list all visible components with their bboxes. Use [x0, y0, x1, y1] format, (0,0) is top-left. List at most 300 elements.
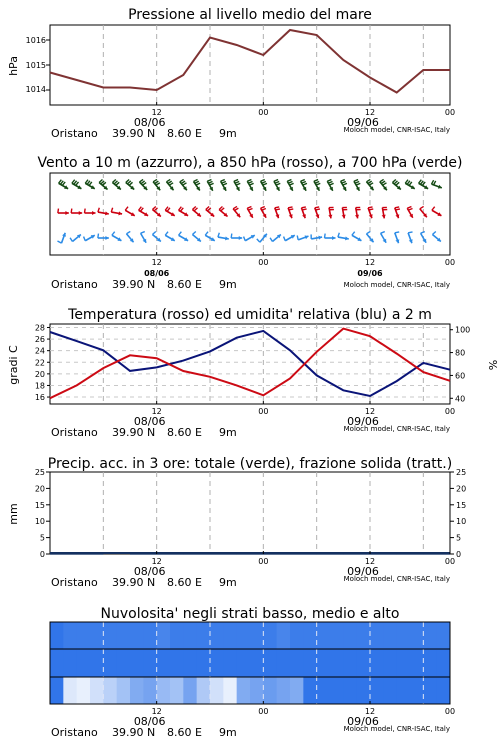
ytick-label: 22 [34, 358, 45, 368]
wind-head [239, 236, 242, 240]
wind-barb [165, 232, 175, 241]
xtick-label: 00 [444, 258, 456, 267]
wind-barb [85, 180, 95, 189]
wind-feather [248, 181, 252, 183]
wind-footer [51, 278, 450, 291]
wind-barb [141, 232, 147, 243]
wind-feather [396, 209, 400, 210]
station-field: Oristano [51, 127, 98, 140]
wind-feather [302, 181, 306, 183]
cloud-cell [157, 622, 171, 649]
wind-barb [231, 234, 242, 241]
cloud-cell [343, 677, 357, 704]
wind-feather [112, 232, 115, 236]
cloud-cell [423, 677, 437, 704]
wind-barb [366, 179, 373, 190]
ytick-label-right: 5 [456, 533, 462, 543]
wind-feather [111, 208, 112, 212]
wind-feather [421, 232, 425, 234]
date-label: 08/06 [144, 269, 170, 278]
wind-feather [302, 209, 306, 210]
wind-feather [98, 234, 99, 238]
cloud-cell [63, 649, 77, 677]
wind-barb [395, 207, 400, 218]
wind-feather [408, 232, 412, 233]
cloud-cell [90, 677, 104, 704]
cloud-cell [170, 622, 184, 649]
cloud-cell [303, 622, 317, 649]
cloud-cell [250, 649, 264, 677]
xtick-label: 00 [258, 108, 269, 117]
wind-head [332, 236, 335, 240]
wind-feather [70, 238, 72, 242]
precipitation-ylabel: mm [7, 503, 20, 525]
cloud-cell [210, 622, 224, 649]
cloud-panel [50, 606, 455, 739]
xtick-label: 12 [364, 407, 376, 416]
cloud-cell [357, 622, 371, 649]
temperature-panel [7, 307, 499, 439]
station-field: Oristano [51, 576, 98, 589]
precip-bar [50, 554, 77, 555]
wind-barb [153, 179, 160, 190]
wind-feather [366, 231, 370, 233]
precipitation-footer [51, 565, 450, 589]
pressure-xticks [152, 102, 456, 117]
wind-feather [125, 207, 128, 211]
wind-barb [244, 235, 255, 241]
cloud-cell [317, 649, 331, 677]
cloud-cell [290, 649, 304, 677]
wind-feather [85, 209, 86, 213]
wind-barb [139, 207, 149, 216]
wind-barb [179, 232, 189, 241]
wind-barb [288, 207, 293, 218]
wind-barb [180, 179, 187, 190]
cloud-cell [117, 622, 131, 649]
ytick-label-right: 20 [456, 484, 467, 494]
cloud-cell [330, 649, 344, 677]
wind-feather [276, 183, 280, 185]
wind-barb [338, 233, 349, 241]
wind-barb [257, 234, 267, 242]
model-credit: Moloch model, CNR-ISAC, Italy [343, 575, 450, 583]
cloud-cell [370, 622, 384, 649]
wind-feather [380, 179, 384, 181]
cloud-cell [50, 649, 64, 677]
cloud-cell [330, 677, 344, 704]
precip-bar [130, 554, 157, 555]
cloud-cell [317, 677, 331, 704]
wind-barb [314, 180, 320, 191]
wind-head [65, 211, 68, 215]
cloud-cell [237, 649, 251, 677]
xtick-label: 00 [444, 707, 456, 716]
date-label: 09/06 [357, 269, 383, 278]
wind-feather [244, 237, 246, 241]
wind-barb [247, 180, 253, 191]
ytick-label: 5 [39, 533, 45, 543]
pressure-panel [7, 7, 455, 140]
wind-barb [233, 206, 240, 217]
wind-barb [194, 179, 201, 190]
wind-barb [57, 233, 65, 243]
temperature-xticks [152, 401, 456, 416]
cloud-cell [410, 677, 424, 704]
wind-feather [356, 183, 360, 185]
cloud-cell [290, 622, 304, 649]
cloud-cell [117, 649, 131, 677]
wind-barb [125, 207, 135, 216]
wind-barb [355, 207, 361, 218]
cloud-cell [423, 622, 437, 649]
cloud-cell [103, 649, 117, 677]
cloud-cell [383, 622, 397, 649]
wind-barb [380, 179, 387, 190]
precip-bar [210, 554, 237, 555]
model-credit: Moloch model, CNR-ISAC, Italy [343, 126, 450, 134]
precip-bar [290, 554, 317, 555]
xtick-label: 00 [258, 407, 269, 416]
ytick-label-right: 25 [456, 468, 467, 477]
wind-barb [261, 207, 267, 218]
wind-feather [153, 179, 157, 181]
wind-barb [419, 180, 429, 189]
pressure-ytick-1016: 1016 [25, 36, 46, 45]
cloud-cell [237, 622, 251, 649]
wind-barb [432, 231, 440, 241]
wind-feather [276, 209, 280, 210]
wind-feather [289, 209, 293, 210]
wind-feather [343, 183, 347, 185]
xtick-label: 00 [258, 557, 269, 566]
wind-feather [342, 181, 346, 183]
ytick-label: 0 [39, 550, 45, 559]
wind-feather [249, 183, 253, 185]
precip-bar [370, 554, 397, 555]
xtick-label: 12 [151, 108, 162, 117]
cloud-cell [370, 649, 384, 677]
ytick-label: 28 [34, 323, 45, 333]
cloud-cell [117, 677, 131, 704]
ytick-label: 25 [34, 468, 45, 477]
wind-barb [407, 207, 413, 218]
wind-barb [392, 179, 400, 189]
cloud-cell [103, 622, 117, 649]
precip-bar [183, 554, 210, 555]
cloud-cell [343, 622, 357, 649]
wind-feather [395, 232, 399, 233]
wind-feather [338, 233, 339, 237]
pressure-footer [51, 116, 450, 140]
wind-feather [98, 208, 99, 212]
station-field: 9m [219, 426, 237, 439]
pressure-line [50, 30, 450, 93]
wind-feather [222, 181, 226, 183]
wind-feather [315, 207, 319, 208]
wind-feather [288, 207, 292, 208]
cloud-cell [263, 622, 277, 649]
cloud-cell [170, 649, 184, 677]
cloud-cell [210, 649, 224, 677]
wind-barb [354, 180, 360, 191]
cloud-cell [290, 677, 304, 704]
wind-barb [275, 207, 280, 218]
model-credit: Moloch model, CNR-ISAC, Italy [343, 725, 450, 733]
wind-feather [407, 207, 411, 209]
cloud-cell [437, 649, 451, 677]
wind-barb [431, 180, 441, 188]
station-field: 39.90 N [112, 127, 156, 140]
wind-barb [395, 232, 400, 243]
station-field: 39.90 N [112, 576, 156, 589]
precipitation-title: Precip. acc. in 3 ore: totale (verde), frazione solida (tratt.) [47, 456, 453, 472]
humidity-ylabel: % [486, 359, 499, 371]
cloud-cell [77, 649, 91, 677]
wind-barb [58, 209, 69, 216]
date-label: 09/06 [347, 715, 379, 728]
cloud-cell [317, 622, 331, 649]
wind-barb [315, 207, 320, 218]
cloud-cell [130, 677, 144, 704]
cloud-cell [77, 677, 91, 704]
wind-barb [421, 232, 427, 243]
model-credit: Moloch model, CNR-ISAC, Italy [343, 281, 450, 289]
wind-feather [270, 238, 272, 242]
wind-barb [301, 207, 306, 218]
cloud-cell [330, 622, 344, 649]
wind-feather [248, 208, 252, 210]
wind-feather [247, 207, 251, 209]
humidity-line [50, 331, 450, 396]
station-field: Oristano [51, 278, 98, 291]
wind-feather [420, 206, 424, 208]
cloud-cell [263, 649, 277, 677]
cloud-cell [170, 677, 184, 704]
wind-feather [315, 181, 319, 183]
cloud-cell [277, 622, 291, 649]
wind-barb [192, 206, 200, 216]
cloud-cell [277, 649, 291, 677]
wind-barb [342, 207, 348, 218]
station-field: 9m [219, 576, 237, 589]
wind-barb [126, 179, 134, 189]
wind-barb [126, 231, 133, 242]
cloud-cell [143, 649, 157, 677]
wind-barb [325, 234, 336, 241]
precip-bar [423, 554, 450, 555]
xtick-label: 12 [151, 258, 162, 267]
date-label: 08/06 [133, 715, 166, 728]
cloud-cell [277, 677, 291, 704]
ytick-label: 26 [34, 335, 45, 345]
precipitation-grid [103, 472, 423, 554]
wind-feather [261, 207, 265, 209]
wind-feather [383, 183, 387, 185]
xtick-label: 00 [258, 707, 269, 716]
wind-barb [72, 180, 82, 189]
cloud-cell [183, 649, 197, 677]
cloud-cells [50, 622, 451, 704]
pressure-frame [50, 25, 450, 105]
wind-barb [85, 209, 96, 216]
wind-barb [274, 180, 280, 191]
cloud-cell [77, 622, 91, 649]
xtick-label: 12 [151, 707, 162, 716]
wind-feather [275, 207, 279, 208]
wind-feather [303, 183, 307, 185]
wind-barb [165, 207, 175, 216]
ytick-label-right: 100 [455, 325, 471, 335]
wind-feather [207, 180, 211, 182]
cloud-title: Nuvolosita' negli strati basso, medio e alto [100, 606, 400, 622]
cloud-cell [343, 649, 357, 677]
wind-barb [432, 207, 442, 216]
wind-barb [420, 206, 427, 217]
wind-feather [180, 179, 184, 181]
wind-feather [289, 183, 293, 185]
wind-feather [168, 181, 172, 183]
wind-feather [262, 208, 266, 210]
cloud-cell [303, 677, 317, 704]
wind-feather [287, 180, 291, 182]
wind-feather [221, 180, 225, 182]
wind-barb [111, 208, 122, 216]
model-credit: Moloch model, CNR-ISAC, Italy [343, 425, 450, 433]
cloud-cell [50, 677, 64, 704]
cloud-cell [437, 677, 451, 704]
cloud-cell [183, 677, 197, 704]
wind-feather [236, 183, 240, 185]
date-label: 09/06 [347, 415, 379, 428]
wind-barb [71, 209, 82, 216]
wind-barb [219, 206, 227, 216]
wind-barb [284, 235, 295, 241]
wind-barb [382, 207, 388, 218]
station-field: 8.60 E [167, 426, 202, 439]
wind-feather [57, 241, 61, 243]
precip-bar [343, 554, 370, 555]
wind-feather [58, 209, 59, 213]
temperature-title: Temperatura (rosso) ed umidita' relativa (blu) a 2 m [68, 307, 432, 323]
wind-feather [381, 232, 385, 234]
wind-barb [247, 207, 253, 218]
cloud-cell [157, 677, 171, 704]
station-field: Oristano [51, 726, 98, 739]
wind-feather [328, 181, 332, 183]
cloud-cell [90, 649, 104, 677]
wind-head [79, 211, 82, 215]
wind-barb [112, 232, 122, 241]
cloud-cell [423, 649, 437, 677]
cloud-cell [197, 649, 211, 677]
wind-feather [192, 231, 195, 234]
wind-barb [221, 180, 227, 191]
wind-feather [369, 209, 373, 210]
wind-feather [352, 232, 355, 236]
wind-feather [231, 234, 232, 238]
wind-feather [314, 180, 318, 182]
wind-feather [223, 183, 227, 185]
cloud-cell [263, 677, 277, 704]
wind-feather [381, 181, 385, 183]
ytick-label-right: 60 [455, 371, 466, 381]
precipitation-frame [50, 472, 450, 554]
xtick-label: 00 [444, 407, 456, 416]
wind-feather [84, 237, 86, 241]
wind-feather [165, 232, 168, 236]
wind-panel [37, 155, 462, 291]
station-field: 8.60 E [167, 127, 202, 140]
cloud-cell [397, 649, 411, 677]
cloud-cell [183, 622, 197, 649]
pressure-grid [46, 25, 423, 105]
xtick-label: 00 [258, 258, 269, 267]
cloud-cell [237, 677, 251, 704]
station-field: 39.90 N [112, 426, 156, 439]
temperature-yticks [35, 323, 50, 402]
wind-feather [341, 180, 345, 182]
station-field: 39.90 N [112, 726, 156, 739]
wind-barb [84, 235, 95, 241]
wind-barb [270, 234, 281, 241]
wind-barb [301, 180, 307, 191]
station-field: 8.60 E [167, 726, 202, 739]
cloud-cell [383, 649, 397, 677]
precipitation-panel [7, 456, 466, 589]
wind-feather [179, 232, 182, 236]
station-field: 8.60 E [167, 278, 202, 291]
wind-barb [297, 235, 308, 240]
wind-feather [261, 180, 265, 182]
wind-feather [284, 237, 286, 241]
xtick-label: 12 [151, 407, 162, 416]
wind-feather [247, 180, 251, 182]
wind-feather [181, 181, 185, 183]
wind-barb [381, 232, 387, 243]
wind-feather [71, 209, 72, 213]
wind-feather [432, 231, 435, 234]
cloud-cell [157, 649, 171, 677]
precipitation-yticks [35, 468, 466, 559]
ytick-label: 20 [34, 369, 45, 379]
date-label: 08/06 [133, 116, 166, 129]
wind-feather [355, 181, 359, 183]
wind-feather [301, 180, 305, 182]
cloud-cell [130, 622, 144, 649]
temperature-footer [51, 415, 450, 439]
wind-barb [112, 179, 120, 189]
cloud-cell [197, 677, 211, 704]
wind-feather [166, 179, 170, 181]
precip-bar [77, 554, 104, 555]
precip-bar [317, 554, 344, 555]
xtick-label: 12 [364, 258, 376, 267]
wind-feather [235, 181, 239, 183]
wind-feather [195, 181, 199, 183]
wind-barb [261, 180, 267, 191]
cloud-cell [223, 622, 237, 649]
wind-barb [328, 207, 334, 218]
ytick-label: 18 [34, 381, 45, 391]
wind-feather [329, 183, 333, 185]
wind-feather [327, 180, 331, 182]
cloud-cell [223, 649, 237, 677]
wind-head [105, 236, 108, 240]
ytick-label-right: 10 [456, 517, 467, 527]
wind-barb [218, 233, 229, 241]
cloud-cell [130, 649, 144, 677]
